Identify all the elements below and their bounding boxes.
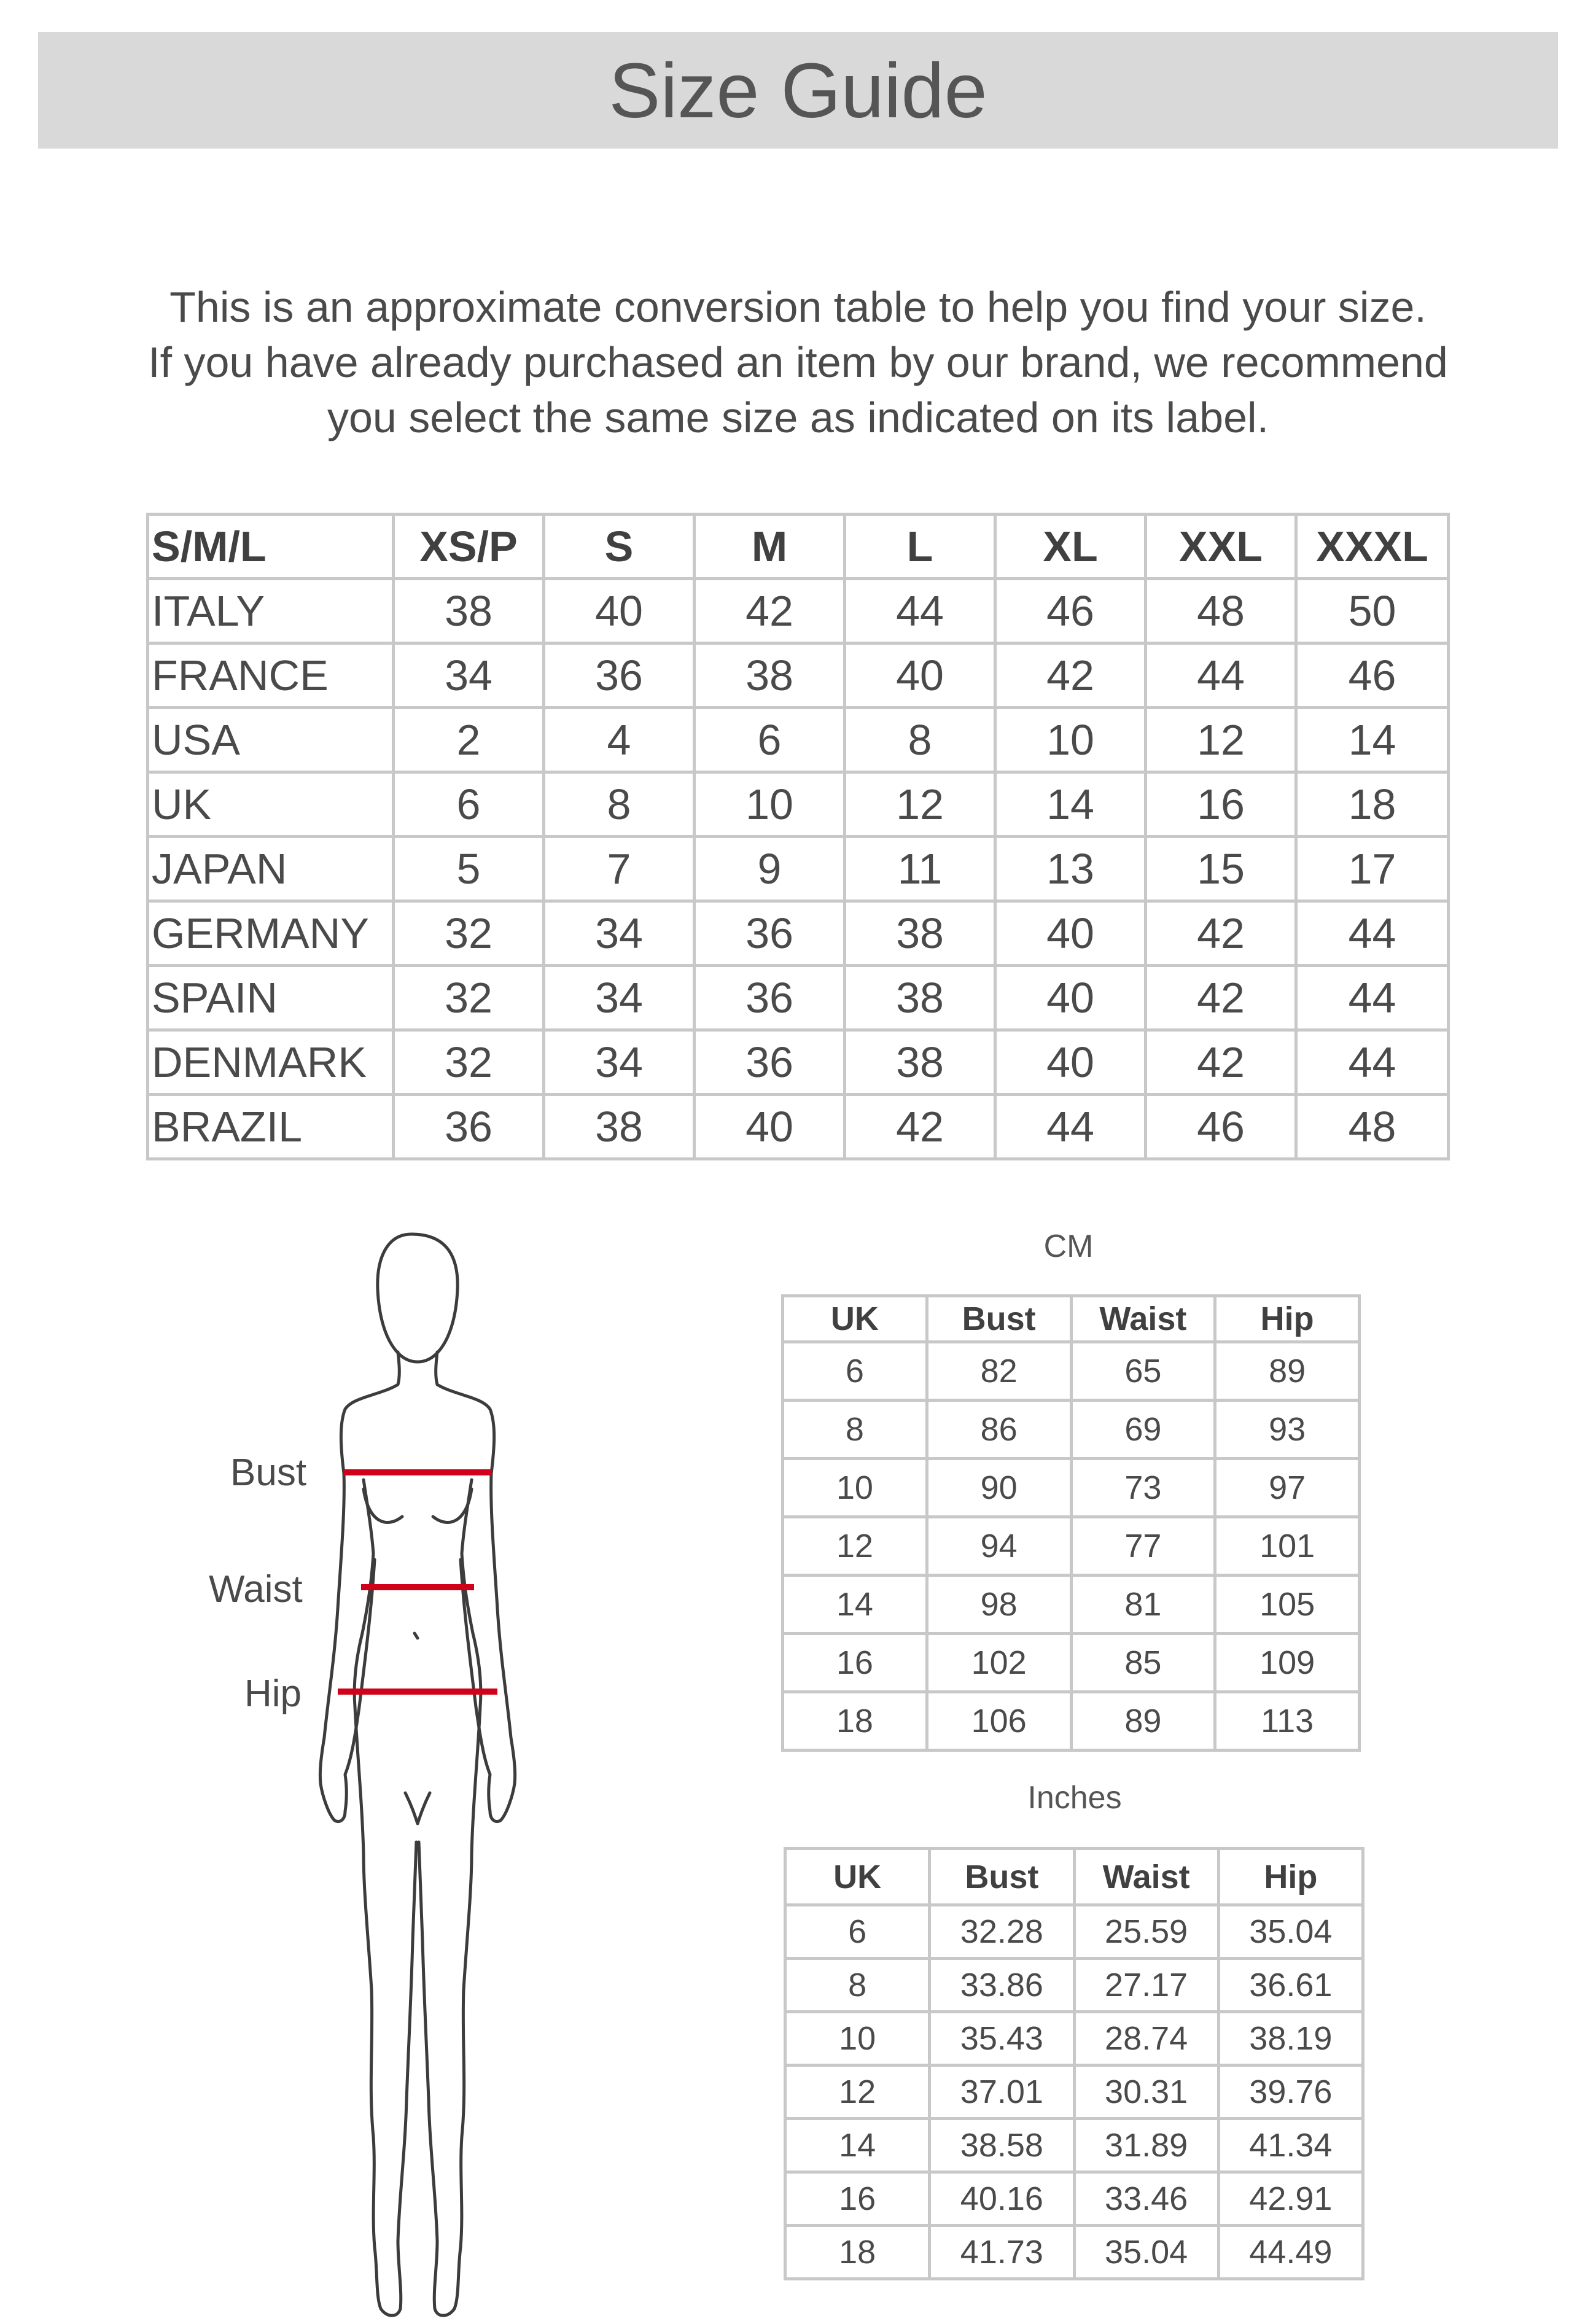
value-cell: 102 bbox=[927, 1634, 1071, 1692]
table-row bbox=[783, 1634, 1360, 1692]
cm-measurements-table bbox=[781, 1294, 1361, 1752]
value-cell: 44.49 bbox=[1218, 2226, 1363, 2279]
value-cell: 6 bbox=[783, 1342, 927, 1401]
country-cell: BRAZIL bbox=[148, 1095, 394, 1159]
title-bar bbox=[38, 32, 1558, 149]
table-row bbox=[785, 2226, 1363, 2279]
value-cell: 77 bbox=[1071, 1517, 1215, 1576]
value-cell: 35.43 bbox=[930, 2012, 1074, 2066]
size-value-cell: 34 bbox=[544, 966, 695, 1030]
value-cell: 41.34 bbox=[1218, 2119, 1363, 2172]
size-value-cell: 8 bbox=[845, 708, 995, 772]
size-value-cell: 36 bbox=[394, 1095, 544, 1159]
size-value-cell: 46 bbox=[1146, 1095, 1296, 1159]
country-cell: GERMANY bbox=[148, 901, 394, 966]
size-value-cell: 44 bbox=[1296, 1030, 1449, 1095]
value-cell: 16 bbox=[783, 1634, 927, 1692]
torso-outline-right bbox=[419, 1480, 481, 2315]
size-value-cell: 32 bbox=[394, 901, 544, 966]
inches-measurements-table bbox=[784, 1847, 1364, 2280]
size-value-cell: 44 bbox=[845, 579, 995, 643]
size-value-cell: 13 bbox=[995, 837, 1146, 901]
value-cell: 73 bbox=[1071, 1459, 1215, 1517]
hip-label: Hip bbox=[244, 1673, 302, 1715]
header-cell: Waist bbox=[1071, 1296, 1215, 1342]
size-value-cell: 36 bbox=[695, 901, 845, 966]
value-cell: 14 bbox=[785, 2119, 930, 2172]
table-row bbox=[785, 1959, 1363, 2012]
cm-table-caption: CM bbox=[1043, 1229, 1094, 1264]
size-value-cell: 44 bbox=[995, 1095, 1146, 1159]
size-value-cell: 34 bbox=[544, 1030, 695, 1095]
value-cell: 69 bbox=[1071, 1401, 1215, 1459]
size-value-cell: 48 bbox=[1296, 1095, 1449, 1159]
table-row bbox=[148, 643, 1449, 708]
size-value-cell: 36 bbox=[695, 966, 845, 1030]
size-value-cell: 11 bbox=[845, 837, 995, 901]
size-value-cell: 38 bbox=[394, 579, 544, 643]
size-value-cell: 12 bbox=[1146, 708, 1296, 772]
size-value-cell: 42 bbox=[1146, 966, 1296, 1030]
value-cell: 35.04 bbox=[1074, 2226, 1218, 2279]
size-value-cell: 34 bbox=[544, 901, 695, 966]
table-row bbox=[783, 1459, 1360, 1517]
size-value-cell: 36 bbox=[695, 1030, 845, 1095]
table-row bbox=[783, 1576, 1360, 1634]
header-cell: Bust bbox=[930, 1849, 1074, 1905]
size-value-cell: 40 bbox=[695, 1095, 845, 1159]
table-row bbox=[148, 708, 1449, 772]
value-cell: 41.73 bbox=[930, 2226, 1074, 2279]
header-cell: UK bbox=[785, 1849, 930, 1905]
size-value-cell: 48 bbox=[1146, 579, 1296, 643]
table-row bbox=[785, 2066, 1363, 2119]
value-cell: 109 bbox=[1215, 1634, 1360, 1692]
value-cell: 40.16 bbox=[930, 2172, 1074, 2226]
size-conversion-table bbox=[146, 513, 1450, 1160]
table-row bbox=[148, 837, 1449, 901]
value-cell: 82 bbox=[927, 1342, 1071, 1401]
size-value-cell: 42 bbox=[845, 1095, 995, 1159]
value-cell: 101 bbox=[1215, 1517, 1360, 1576]
size-value-cell: 32 bbox=[394, 966, 544, 1030]
table-header-row bbox=[148, 515, 1449, 579]
value-cell: 38.19 bbox=[1218, 2012, 1363, 2066]
value-cell: 42.91 bbox=[1218, 2172, 1363, 2226]
size-header-cell: XL bbox=[995, 515, 1146, 579]
size-value-cell: 14 bbox=[995, 772, 1146, 837]
value-cell: 89 bbox=[1071, 1692, 1215, 1751]
size-value-cell: 32 bbox=[394, 1030, 544, 1095]
table-header-row bbox=[783, 1296, 1360, 1342]
size-value-cell: 44 bbox=[1146, 643, 1296, 708]
value-cell: 16 bbox=[785, 2172, 930, 2226]
size-header-cell: L bbox=[845, 515, 995, 579]
value-cell: 28.74 bbox=[1074, 2012, 1218, 2066]
header-cell: Waist bbox=[1074, 1849, 1218, 1905]
header-cell: Hip bbox=[1218, 1849, 1363, 1905]
value-cell: 33.46 bbox=[1074, 2172, 1218, 2226]
size-value-cell: 38 bbox=[544, 1095, 695, 1159]
intro-line: you select the same size as indicated on its label. bbox=[327, 394, 1269, 441]
size-value-cell: 38 bbox=[695, 643, 845, 708]
table-row bbox=[148, 579, 1449, 643]
row-header-cell: S/M/L bbox=[148, 515, 394, 579]
size-header-cell: XS/P bbox=[394, 515, 544, 579]
size-value-cell: 42 bbox=[995, 643, 1146, 708]
value-cell: 30.31 bbox=[1074, 2066, 1218, 2119]
table-row bbox=[785, 2172, 1363, 2226]
size-header-cell: S bbox=[544, 515, 695, 579]
value-cell: 8 bbox=[785, 1959, 930, 2012]
value-cell: 85 bbox=[1071, 1634, 1215, 1692]
hip-v-outline bbox=[405, 1793, 430, 1824]
size-value-cell: 34 bbox=[394, 643, 544, 708]
table-row bbox=[148, 966, 1449, 1030]
value-cell: 86 bbox=[927, 1401, 1071, 1459]
size-header-cell: M bbox=[695, 515, 845, 579]
size-value-cell: 46 bbox=[1296, 643, 1449, 708]
size-value-cell: 46 bbox=[995, 579, 1146, 643]
country-cell: UK bbox=[148, 772, 394, 837]
size-value-cell: 40 bbox=[544, 579, 695, 643]
size-value-cell: 14 bbox=[1296, 708, 1449, 772]
value-cell: 106 bbox=[927, 1692, 1071, 1751]
table-row bbox=[785, 1905, 1363, 1959]
value-cell: 65 bbox=[1071, 1342, 1215, 1401]
head-outline bbox=[378, 1234, 457, 1362]
value-cell: 105 bbox=[1215, 1576, 1360, 1634]
size-header-cell: XXXL bbox=[1296, 515, 1449, 579]
size-value-cell: 38 bbox=[845, 1030, 995, 1095]
inches-table-caption: Inches bbox=[1027, 1780, 1122, 1816]
intro-line: This is an approximate conversion table to help you find your size. bbox=[169, 283, 1427, 331]
value-cell: 12 bbox=[783, 1517, 927, 1576]
value-cell: 27.17 bbox=[1074, 1959, 1218, 2012]
size-value-cell: 44 bbox=[1296, 901, 1449, 966]
value-cell: 97 bbox=[1215, 1459, 1360, 1517]
value-cell: 94 bbox=[927, 1517, 1071, 1576]
size-value-cell: 38 bbox=[845, 966, 995, 1030]
torso-outline bbox=[354, 1480, 416, 2315]
value-cell: 89 bbox=[1215, 1342, 1360, 1401]
value-cell: 39.76 bbox=[1218, 2066, 1363, 2119]
value-cell: 14 bbox=[783, 1576, 927, 1634]
size-value-cell: 6 bbox=[394, 772, 544, 837]
size-value-cell: 17 bbox=[1296, 837, 1449, 901]
value-cell: 98 bbox=[927, 1576, 1071, 1634]
size-value-cell: 50 bbox=[1296, 579, 1449, 643]
size-value-cell: 7 bbox=[544, 837, 695, 901]
bust-curves bbox=[364, 1489, 472, 1523]
intro-line: If you have already purchased an item by our brand, we recommend bbox=[148, 338, 1448, 386]
intro-text bbox=[38, 279, 1558, 445]
country-cell: SPAIN bbox=[148, 966, 394, 1030]
size-value-cell: 42 bbox=[1146, 901, 1296, 966]
value-cell: 10 bbox=[783, 1459, 927, 1517]
country-cell: JAPAN bbox=[148, 837, 394, 901]
size-value-cell: 42 bbox=[1146, 1030, 1296, 1095]
size-value-cell: 12 bbox=[845, 772, 995, 837]
bust-label: Bust bbox=[230, 1452, 307, 1494]
size-value-cell: 8 bbox=[544, 772, 695, 837]
table-row bbox=[148, 772, 1449, 837]
table-row bbox=[148, 1095, 1449, 1159]
value-cell: 113 bbox=[1215, 1692, 1360, 1751]
size-value-cell: 10 bbox=[995, 708, 1146, 772]
size-value-cell: 16 bbox=[1146, 772, 1296, 837]
header-cell: Bust bbox=[927, 1296, 1071, 1342]
value-cell: 32.28 bbox=[930, 1905, 1074, 1959]
table-row bbox=[783, 1517, 1360, 1576]
country-cell: FRANCE bbox=[148, 643, 394, 708]
size-value-cell: 5 bbox=[394, 837, 544, 901]
value-cell: 33.86 bbox=[930, 1959, 1074, 2012]
body-outline-illustration bbox=[203, 1216, 645, 2321]
size-value-cell: 15 bbox=[1146, 837, 1296, 901]
value-cell: 38.58 bbox=[930, 2119, 1074, 2172]
table-row bbox=[785, 2012, 1363, 2066]
value-cell: 18 bbox=[783, 1692, 927, 1751]
value-cell: 90 bbox=[927, 1459, 1071, 1517]
size-value-cell: 40 bbox=[845, 643, 995, 708]
table-row bbox=[148, 901, 1449, 966]
value-cell: 18 bbox=[785, 2226, 930, 2279]
size-value-cell: 44 bbox=[1296, 966, 1449, 1030]
size-value-cell: 10 bbox=[695, 772, 845, 837]
header-cell: Hip bbox=[1215, 1296, 1360, 1342]
value-cell: 37.01 bbox=[930, 2066, 1074, 2119]
value-cell: 93 bbox=[1215, 1401, 1360, 1459]
country-cell: ITALY bbox=[148, 579, 394, 643]
value-cell: 81 bbox=[1071, 1576, 1215, 1634]
size-header-cell: XXL bbox=[1146, 515, 1296, 579]
size-value-cell: 40 bbox=[995, 966, 1146, 1030]
value-cell: 35.04 bbox=[1218, 1905, 1363, 1959]
country-cell: DENMARK bbox=[148, 1030, 394, 1095]
country-cell: USA bbox=[148, 708, 394, 772]
size-value-cell: 40 bbox=[995, 1030, 1146, 1095]
body-figure bbox=[203, 1216, 645, 2321]
value-cell: 10 bbox=[785, 2012, 930, 2066]
table-row bbox=[783, 1401, 1360, 1459]
size-value-cell: 38 bbox=[845, 901, 995, 966]
size-value-cell: 6 bbox=[695, 708, 845, 772]
size-value-cell: 9 bbox=[695, 837, 845, 901]
value-cell: 36.61 bbox=[1218, 1959, 1363, 2012]
size-value-cell: 42 bbox=[695, 579, 845, 643]
header-cell: UK bbox=[783, 1296, 927, 1342]
page-title: Size Guide bbox=[609, 47, 987, 134]
value-cell: 31.89 bbox=[1074, 2119, 1218, 2172]
navel-mark bbox=[415, 1633, 418, 1638]
table-row bbox=[148, 1030, 1449, 1095]
table-row bbox=[783, 1342, 1360, 1401]
value-cell: 12 bbox=[785, 2066, 930, 2119]
size-value-cell: 2 bbox=[394, 708, 544, 772]
value-cell: 6 bbox=[785, 1905, 930, 1959]
size-value-cell: 40 bbox=[995, 901, 1146, 966]
waist-label: Waist bbox=[209, 1568, 303, 1611]
table-header-row bbox=[785, 1849, 1363, 1905]
table-row bbox=[785, 2119, 1363, 2172]
value-cell: 8 bbox=[783, 1401, 927, 1459]
value-cell: 25.59 bbox=[1074, 1905, 1218, 1959]
size-value-cell: 36 bbox=[544, 643, 695, 708]
size-value-cell: 18 bbox=[1296, 772, 1449, 837]
table-row bbox=[783, 1692, 1360, 1751]
size-value-cell: 4 bbox=[544, 708, 695, 772]
